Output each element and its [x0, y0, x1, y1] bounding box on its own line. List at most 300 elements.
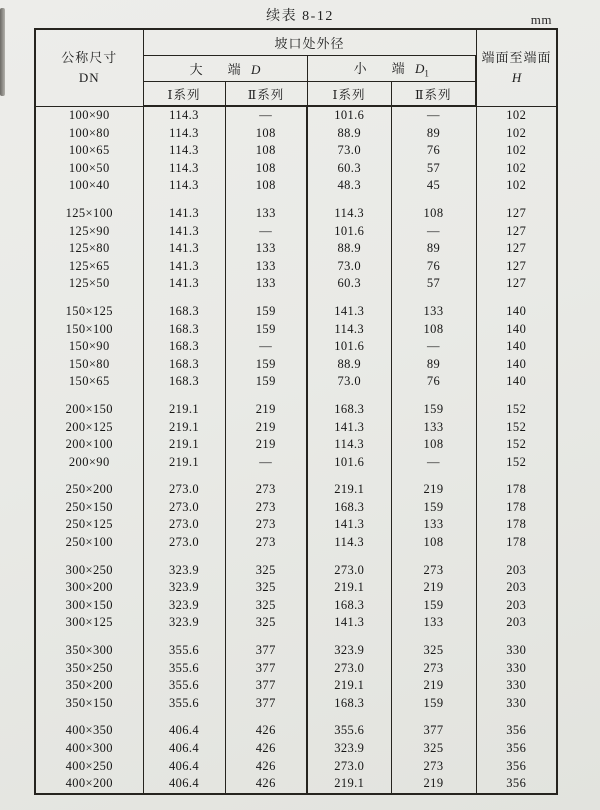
- table-row: [35, 321, 557, 339]
- cell-value: —: [391, 223, 476, 241]
- cell-value: 377: [225, 660, 307, 678]
- group-gap-cell: [143, 391, 225, 401]
- cell-dn: 150×90: [35, 338, 143, 356]
- cell-value: 76: [391, 258, 476, 276]
- group-gap-cell: [35, 552, 143, 562]
- cell-value: 273.0: [307, 562, 391, 580]
- cell-dn: 400×300: [35, 740, 143, 758]
- group-gap-row: [35, 471, 557, 481]
- group-gap-cell: [35, 712, 143, 722]
- table-row: [35, 660, 557, 678]
- group-gap-row: [35, 632, 557, 642]
- small-end-symbol: $D_1$: [414, 61, 429, 79]
- cell-value: 159: [225, 321, 307, 339]
- cell-value: 219.1: [307, 677, 391, 695]
- cell-value: 323.9: [143, 614, 225, 632]
- cell-value: 101.6: [307, 223, 391, 241]
- small-end-label: 小 端: [353, 61, 411, 77]
- table-row: [35, 125, 557, 143]
- cell-value: 203: [476, 562, 557, 580]
- cell-value: 140: [476, 338, 557, 356]
- group-gap-cell: [307, 471, 391, 481]
- cell-value: 102: [476, 177, 557, 195]
- cell-value: 140: [476, 356, 557, 374]
- cell-dn: 200×90: [35, 454, 143, 472]
- cell-value: 219.1: [307, 481, 391, 499]
- table-row: [35, 642, 557, 660]
- cell-value: 101.6: [307, 338, 391, 356]
- cell-value: 159: [391, 499, 476, 517]
- cell-value: 168.3: [143, 303, 225, 321]
- cell-value: 108: [225, 142, 307, 160]
- cell-dn: 100×80: [35, 125, 143, 143]
- cell-value: 178: [476, 499, 557, 517]
- cell-value: 141.3: [143, 240, 225, 258]
- cell-dn: 300×125: [35, 614, 143, 632]
- cell-value: 219.1: [307, 579, 391, 597]
- cell-value: 323.9: [307, 740, 391, 758]
- cell-value: 325: [225, 614, 307, 632]
- header-series2-small-end: Ⅱ系列: [391, 82, 476, 107]
- cell-dn: 100×50: [35, 160, 143, 178]
- cell-value: 140: [476, 373, 557, 391]
- cell-value: 330: [476, 660, 557, 678]
- cell-dn: 150×100: [35, 321, 143, 339]
- cell-value: 127: [476, 258, 557, 276]
- group-gap-cell: [143, 293, 225, 303]
- table-row: [35, 775, 557, 794]
- cell-value: 159: [391, 597, 476, 615]
- cell-value: —: [225, 454, 307, 472]
- group-gap-row: [35, 552, 557, 562]
- table-row: [35, 677, 557, 695]
- cell-dn: 125×50: [35, 275, 143, 293]
- cell-value: 102: [476, 106, 557, 125]
- page-title: 续表 8-12: [266, 9, 334, 24]
- group-gap-cell: [225, 471, 307, 481]
- cell-dn: 350×300: [35, 642, 143, 660]
- table-row: [35, 338, 557, 356]
- group-gap-cell: [35, 471, 143, 481]
- cell-value: 108: [225, 125, 307, 143]
- cell-value: 141.3: [143, 258, 225, 276]
- cell-value: 178: [476, 534, 557, 552]
- group-gap-cell: [35, 293, 143, 303]
- cell-value: 323.9: [307, 642, 391, 660]
- cell-value: 406.4: [143, 740, 225, 758]
- table-row: [35, 205, 557, 223]
- header-groove-outer-diameter: 坡口处外径: [143, 29, 476, 56]
- cell-value: —: [391, 338, 476, 356]
- header-dn-symbol: DN: [78, 69, 100, 85]
- cell-value: 355.6: [307, 722, 391, 740]
- cell-dn: 150×80: [35, 356, 143, 374]
- cell-value: 114.3: [307, 534, 391, 552]
- cell-value: 114.3: [143, 106, 225, 125]
- cell-value: 273.0: [143, 499, 225, 517]
- cell-value: 108: [391, 436, 476, 454]
- cell-value: 141.3: [143, 223, 225, 241]
- cell-dn: 150×65: [35, 373, 143, 391]
- group-gap-cell: [307, 552, 391, 562]
- cell-value: 355.6: [143, 642, 225, 660]
- group-gap-cell: [35, 632, 143, 642]
- header-series2-big-end: Ⅱ系列: [225, 82, 307, 107]
- cell-value: 273: [225, 516, 307, 534]
- cell-value: 152: [476, 419, 557, 437]
- cell-value: 159: [391, 695, 476, 713]
- group-gap-cell: [476, 632, 557, 642]
- cell-value: 127: [476, 223, 557, 241]
- cell-value: 426: [225, 740, 307, 758]
- cell-value: 356: [476, 740, 557, 758]
- cell-value: 114.3: [307, 436, 391, 454]
- table-row: [35, 740, 557, 758]
- cell-value: 325: [391, 642, 476, 660]
- cell-value: 356: [476, 775, 557, 794]
- cell-value: 102: [476, 142, 557, 160]
- group-gap-cell: [35, 195, 143, 205]
- cell-value: 178: [476, 481, 557, 499]
- cell-value: 45: [391, 177, 476, 195]
- cell-value: 133: [225, 258, 307, 276]
- group-gap-cell: [225, 552, 307, 562]
- cell-value: 323.9: [143, 597, 225, 615]
- cell-value: 133: [225, 205, 307, 223]
- cell-value: 133: [225, 275, 307, 293]
- cell-value: 168.3: [307, 597, 391, 615]
- cell-value: 273: [225, 481, 307, 499]
- cell-value: 273: [391, 758, 476, 776]
- table-row: [35, 373, 557, 391]
- group-gap-cell: [225, 195, 307, 205]
- cell-value: 273.0: [143, 516, 225, 534]
- cell-value: 355.6: [143, 695, 225, 713]
- cell-value: 108: [391, 534, 476, 552]
- table-row: [35, 597, 557, 615]
- table-row: [35, 454, 557, 472]
- table-row: [35, 419, 557, 437]
- group-gap-cell: [476, 552, 557, 562]
- cell-value: 57: [391, 160, 476, 178]
- cell-value: 168.3: [143, 373, 225, 391]
- table-row: [35, 356, 557, 374]
- group-gap-cell: [476, 195, 557, 205]
- cell-dn: 400×200: [35, 775, 143, 794]
- header-big-end: [143, 56, 307, 82]
- cell-value: 73.0: [307, 373, 391, 391]
- cell-dn: 350×150: [35, 695, 143, 713]
- cell-value: 168.3: [307, 499, 391, 517]
- cell-value: 108: [225, 160, 307, 178]
- cell-value: 89: [391, 356, 476, 374]
- cell-dn: 250×100: [35, 534, 143, 552]
- group-gap-row: [35, 195, 557, 205]
- cell-value: 273.0: [307, 758, 391, 776]
- cell-dn: 200×125: [35, 419, 143, 437]
- cell-dn: 300×150: [35, 597, 143, 615]
- cell-value: 406.4: [143, 775, 225, 794]
- group-gap-row: [35, 293, 557, 303]
- group-gap-cell: [391, 632, 476, 642]
- group-gap-cell: [143, 632, 225, 642]
- cell-dn: 350×250: [35, 660, 143, 678]
- group-gap-cell: [143, 712, 225, 722]
- cell-value: 88.9: [307, 240, 391, 258]
- cell-value: 219.1: [143, 419, 225, 437]
- cell-value: 273: [391, 562, 476, 580]
- cell-value: 219: [225, 419, 307, 437]
- dimension-table: [34, 28, 558, 795]
- cell-value: 273.0: [307, 660, 391, 678]
- group-gap-cell: [225, 293, 307, 303]
- cell-value: 152: [476, 454, 557, 472]
- group-gap-cell: [307, 391, 391, 401]
- cell-value: 108: [391, 205, 476, 223]
- header-series1-small-end: Ⅰ系列: [307, 82, 391, 107]
- table-row: [35, 516, 557, 534]
- cell-value: 141.3: [307, 516, 391, 534]
- big-end-label: 大 端: [189, 62, 247, 77]
- cell-dn: 400×250: [35, 758, 143, 776]
- group-gap-cell: [225, 391, 307, 401]
- cell-value: 114.3: [307, 205, 391, 223]
- cell-value: 323.9: [143, 579, 225, 597]
- cell-value: 114.3: [143, 177, 225, 195]
- cell-value: 406.4: [143, 758, 225, 776]
- cell-value: 273.0: [143, 481, 225, 499]
- cell-dn: 100×40: [35, 177, 143, 195]
- table-row: [35, 177, 557, 195]
- cell-value: 273: [391, 660, 476, 678]
- cell-dn: 400×350: [35, 722, 143, 740]
- cell-value: 168.3: [143, 338, 225, 356]
- cell-dn: 250×125: [35, 516, 143, 534]
- cell-value: 114.3: [143, 142, 225, 160]
- cell-value: 127: [476, 205, 557, 223]
- cell-dn: 300×200: [35, 579, 143, 597]
- cell-value: 133: [391, 614, 476, 632]
- cell-value: 203: [476, 579, 557, 597]
- group-gap-row: [35, 712, 557, 722]
- cell-value: 178: [476, 516, 557, 534]
- cell-value: 141.3: [143, 205, 225, 223]
- table-row: [35, 562, 557, 580]
- cell-value: 159: [391, 401, 476, 419]
- group-gap-cell: [35, 391, 143, 401]
- table-row: [35, 722, 557, 740]
- cell-dn: 125×65: [35, 258, 143, 276]
- cell-value: 114.3: [143, 160, 225, 178]
- table-row: [35, 579, 557, 597]
- cell-value: 108: [225, 177, 307, 195]
- cell-value: 377: [225, 642, 307, 660]
- cell-value: 108: [391, 321, 476, 339]
- group-gap-cell: [143, 552, 225, 562]
- cell-dn: 200×100: [35, 436, 143, 454]
- cell-value: 102: [476, 125, 557, 143]
- cell-value: 219.1: [143, 401, 225, 419]
- group-gap-cell: [143, 471, 225, 481]
- group-gap-cell: [476, 712, 557, 722]
- cell-value: 114.3: [307, 321, 391, 339]
- cell-value: 127: [476, 275, 557, 293]
- table-row: [35, 534, 557, 552]
- cell-value: 330: [476, 642, 557, 660]
- cell-value: 168.3: [143, 321, 225, 339]
- cell-value: —: [225, 338, 307, 356]
- header-nominal-size: [35, 29, 143, 106]
- cell-value: 356: [476, 758, 557, 776]
- cell-value: 159: [225, 356, 307, 374]
- cell-value: 127: [476, 240, 557, 258]
- cell-value: 141.3: [307, 614, 391, 632]
- cell-value: 219.1: [143, 454, 225, 472]
- cell-value: —: [391, 454, 476, 472]
- cell-value: 377: [225, 677, 307, 695]
- cell-value: 325: [391, 740, 476, 758]
- cell-value: 141.3: [307, 419, 391, 437]
- cell-value: 73.0: [307, 258, 391, 276]
- cell-dn: 125×80: [35, 240, 143, 258]
- cell-value: 203: [476, 614, 557, 632]
- cell-value: 330: [476, 677, 557, 695]
- cell-dn: 200×150: [35, 401, 143, 419]
- header-nominal-size-cn: 公称尺寸: [61, 49, 118, 65]
- group-gap-cell: [307, 712, 391, 722]
- table-row: [35, 614, 557, 632]
- group-gap-cell: [476, 471, 557, 481]
- cell-value: 219.1: [143, 436, 225, 454]
- cell-value: 89: [391, 125, 476, 143]
- unit-label: mm: [530, 12, 552, 27]
- cell-value: 152: [476, 401, 557, 419]
- header-face-to-face-cn: 端面至端面: [481, 49, 552, 65]
- table-row: [35, 258, 557, 276]
- group-gap-cell: [391, 712, 476, 722]
- table-row: [35, 106, 557, 125]
- cell-dn: 350×200: [35, 677, 143, 695]
- group-gap-cell: [391, 552, 476, 562]
- group-gap-cell: [307, 293, 391, 303]
- table-body: [35, 106, 557, 794]
- table-row: [35, 695, 557, 713]
- table-row: [35, 275, 557, 293]
- header-small-end: [307, 56, 476, 82]
- cell-value: 168.3: [307, 401, 391, 419]
- group-gap-cell: [391, 293, 476, 303]
- cell-value: 159: [225, 373, 307, 391]
- cell-value: 152: [476, 436, 557, 454]
- group-gap-cell: [391, 391, 476, 401]
- cell-value: 219: [225, 401, 307, 419]
- table-row: [35, 303, 557, 321]
- cell-value: 356: [476, 722, 557, 740]
- big-end-symbol: D: [250, 62, 261, 77]
- cell-value: 219: [391, 481, 476, 499]
- cell-value: 101.6: [307, 454, 391, 472]
- table-row: [35, 401, 557, 419]
- group-gap-cell: [391, 195, 476, 205]
- table-row: [35, 223, 557, 241]
- cell-value: —: [391, 106, 476, 125]
- cell-value: 273.0: [143, 534, 225, 552]
- cell-dn: 250×150: [35, 499, 143, 517]
- cell-value: 219.1: [307, 775, 391, 794]
- cell-value: 60.3: [307, 160, 391, 178]
- table-row: [35, 142, 557, 160]
- header-series1-big-end: Ⅰ系列: [143, 82, 225, 107]
- cell-value: 140: [476, 321, 557, 339]
- cell-value: 355.6: [143, 677, 225, 695]
- table-row: [35, 436, 557, 454]
- cell-dn: 125×100: [35, 205, 143, 223]
- cell-dn: 150×125: [35, 303, 143, 321]
- cell-value: 330: [476, 695, 557, 713]
- cell-value: 219: [391, 579, 476, 597]
- header-h-symbol: H: [511, 69, 522, 85]
- group-gap-cell: [391, 471, 476, 481]
- group-gap-cell: [476, 391, 557, 401]
- group-gap-cell: [307, 632, 391, 642]
- cell-dn: 125×90: [35, 223, 143, 241]
- table-row: [35, 160, 557, 178]
- cell-value: 325: [225, 562, 307, 580]
- cell-value: 219: [225, 436, 307, 454]
- cell-value: 168.3: [307, 695, 391, 713]
- group-gap-cell: [476, 293, 557, 303]
- cell-value: 133: [391, 419, 476, 437]
- cell-dn: 100×90: [35, 106, 143, 125]
- group-gap-cell: [307, 195, 391, 205]
- cell-value: 273: [225, 534, 307, 552]
- table-row: [35, 240, 557, 258]
- cell-value: 76: [391, 373, 476, 391]
- cell-value: 133: [225, 240, 307, 258]
- cell-value: 76: [391, 142, 476, 160]
- group-gap-cell: [143, 195, 225, 205]
- cell-value: 88.9: [307, 356, 391, 374]
- cell-value: 133: [391, 516, 476, 534]
- cell-value: 102: [476, 160, 557, 178]
- header-face-to-face: [476, 29, 557, 106]
- cell-value: 159: [225, 303, 307, 321]
- cell-value: 133: [391, 303, 476, 321]
- cell-value: 168.3: [143, 356, 225, 374]
- cell-value: 219: [391, 677, 476, 695]
- cell-dn: 300×250: [35, 562, 143, 580]
- cell-value: 73.0: [307, 142, 391, 160]
- group-gap-cell: [225, 632, 307, 642]
- cell-value: 355.6: [143, 660, 225, 678]
- cell-value: 426: [225, 758, 307, 776]
- cell-value: 89: [391, 240, 476, 258]
- cell-value: 203: [476, 597, 557, 615]
- cell-value: 141.3: [143, 275, 225, 293]
- group-gap-cell: [225, 712, 307, 722]
- cell-value: 323.9: [143, 562, 225, 580]
- cell-value: 141.3: [307, 303, 391, 321]
- cell-value: 325: [225, 579, 307, 597]
- cell-value: 377: [391, 722, 476, 740]
- cell-value: 325: [225, 597, 307, 615]
- cell-dn: 250×200: [35, 481, 143, 499]
- cell-value: 426: [225, 775, 307, 794]
- cell-value: 426: [225, 722, 307, 740]
- cell-value: 57: [391, 275, 476, 293]
- table-row: [35, 481, 557, 499]
- cell-value: 273: [225, 499, 307, 517]
